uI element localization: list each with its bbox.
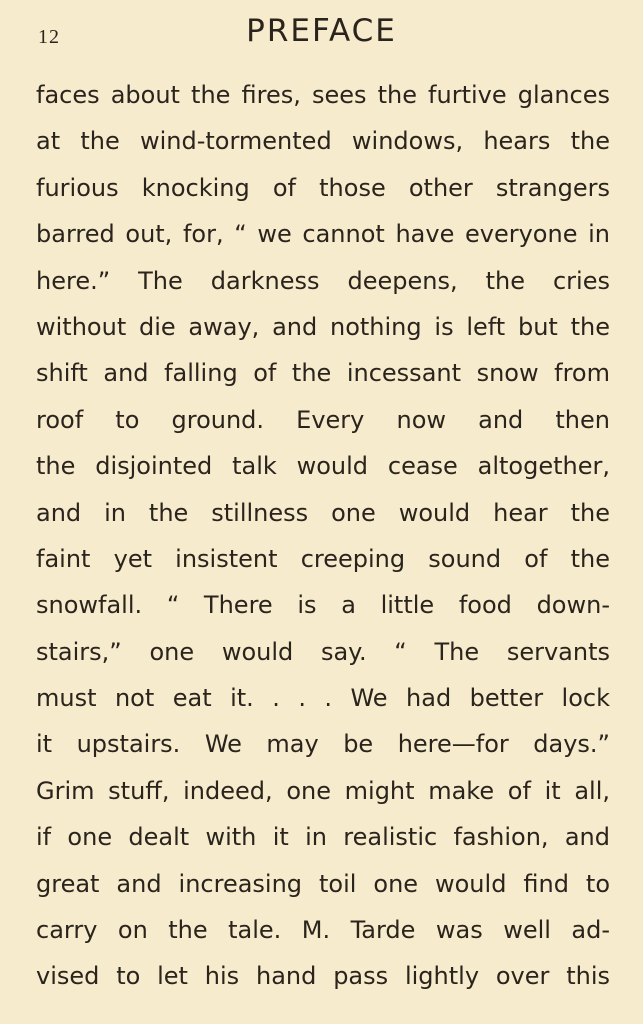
text-line: must not eat it. . . . We had better lock [36, 684, 610, 713]
text-line: Grim stuff, indeed, one might make of it all, [36, 776, 610, 805]
text-line: if one dealt with it in realistic fashion, and [36, 823, 610, 852]
text-line: vised to let his hand pass lightly over this [36, 962, 610, 991]
text-line: roof to ground. Every now and then [36, 405, 610, 434]
text-line: snowfall. “ There is a little food down- [36, 591, 610, 620]
text-line: great and increasing toil one would find to [36, 869, 610, 898]
text-line: faces about the fires, sees the furtive glances [36, 81, 610, 109]
text-line: here.” The darkness deepens, the cries [36, 266, 610, 295]
text-line: shift and falling of the incessant snow from [36, 359, 610, 388]
text-line: carry on the tale. M. Tarde was well ad- [36, 916, 610, 945]
text-line: barred out, for, “ we cannot have everyone in [36, 220, 610, 249]
text-line: furious knocking of those other strangers [36, 173, 610, 202]
text-line: and in the stillness one would hear the [36, 498, 610, 527]
text-line: it upstairs. We may be here—for days.” [36, 730, 610, 759]
body-text [36, 72, 610, 1000]
page-header [0, 14, 643, 58]
text-line: faint yet insistent creeping sound of the [36, 544, 610, 573]
text-line: the disjointed talk would cease altogether, [36, 452, 610, 481]
text-line: at the wind-tormented windows, hears the [36, 127, 610, 156]
running-head: PREFACE [246, 13, 397, 49]
text-line: stairs,” one would say. “ The servants [36, 637, 610, 666]
text-line: without die away, and nothing is left but the [36, 312, 610, 341]
page-number: 12 [38, 26, 60, 48]
